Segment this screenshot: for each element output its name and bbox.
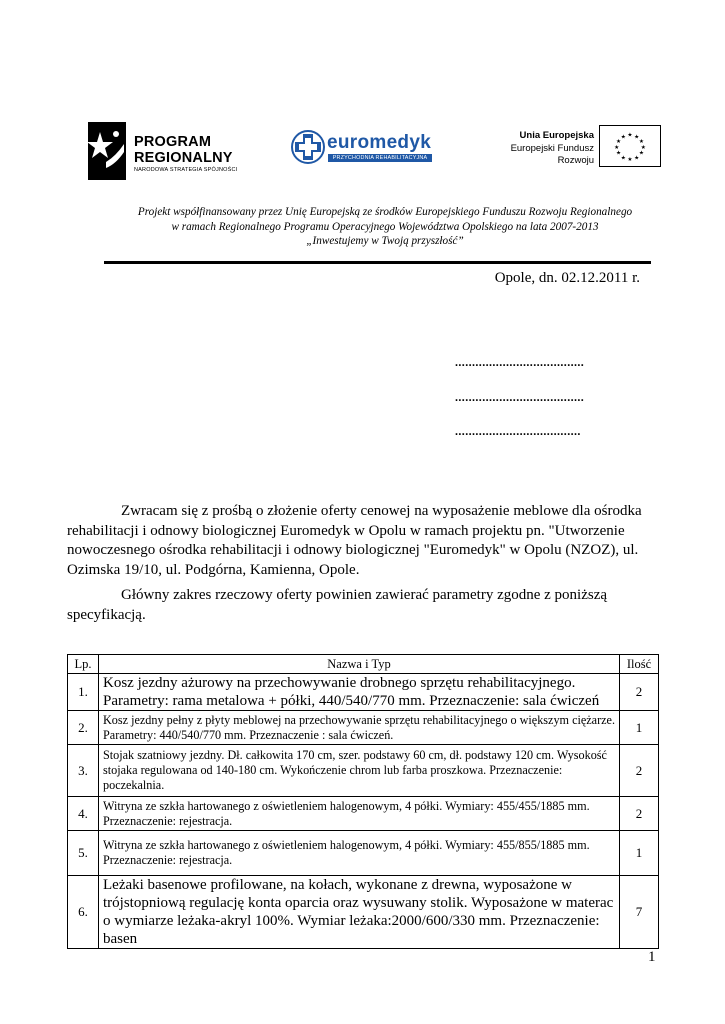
program-logo-line3: NARODOWA STRATEGIA SPÓJNOŚCI	[134, 167, 238, 173]
eu-line3: Rozwoju	[557, 155, 594, 166]
table-row	[68, 831, 659, 876]
row-name: Kosz jezdny pełny z płyty meblowej na przechowywanie sprzętu rehabilitacyjnego o większym ciężarze. Parametry: 440/540/770 mm. Przeznaczenie : sala ćwiczeń.	[99, 711, 620, 745]
eu-label	[511, 130, 594, 168]
svg-text:★: ★	[620, 155, 626, 162]
euromedyk-logo	[291, 130, 441, 170]
header-divider	[104, 261, 651, 264]
address-line-3: .....................................	[455, 424, 581, 438]
row-qty: 1	[620, 711, 659, 745]
page-number: 1	[648, 949, 656, 965]
project-note-line3: „Inwestujemy w Twoją przyszłość”	[306, 235, 464, 247]
star-logo-icon	[86, 122, 128, 180]
table-row	[68, 876, 659, 949]
medical-cross-icon	[291, 130, 325, 164]
row-name: Kosz jezdny ażurowy na przechowywanie drobnego sprzętu rehabilitacyjnego. Parametry: rama metalowa + półki, 440/540/770 mm. Przeznaczenie: sala ćwiczeń	[99, 674, 620, 711]
row-name: Witryna ze szkła hartowanego z oświetleniem halogenowym, 4 półki. Wymiary: 455/455/1885 mm. Przeznaczenie: rejestracja.	[99, 797, 620, 831]
svg-text:★: ★	[634, 155, 640, 162]
row-qty: 2	[620, 674, 659, 711]
row-lp: 5.	[68, 831, 99, 876]
svg-text:★: ★	[627, 157, 633, 164]
project-note-line2: w ramach Regionalnego Programu Operacyjnego Województwa Opolskiego na lata 2007-2013	[171, 220, 599, 233]
eu-line2: Europejski Fundusz	[510, 142, 594, 154]
euromedyk-wordmark: euromedyk	[327, 132, 432, 153]
svg-text:★: ★	[638, 150, 644, 157]
row-qty: 1	[620, 831, 659, 876]
eu-flag-icon	[599, 125, 661, 167]
address-line-1: ......................................	[455, 355, 585, 369]
program-logo-line2: REGIONALNY	[134, 150, 233, 166]
svg-text:★: ★	[640, 144, 646, 151]
row-lp: 3.	[68, 745, 99, 797]
euromedyk-subtitle: PRZYCHODNIA REHABILITACYJNA	[328, 154, 432, 162]
request-paragraph	[67, 502, 657, 580]
row-lp: 1.	[68, 674, 99, 711]
header-name: Nazwa i Typ	[99, 655, 620, 674]
header-lp: Lp.	[68, 655, 99, 674]
table-row	[68, 674, 659, 711]
svg-text:★: ★	[616, 139, 622, 146]
header-qty: Ilość	[620, 655, 659, 674]
table-row	[68, 797, 659, 831]
project-note-line1: Projekt współfinansowany przez Unię Europejską ze środków Europejskiego Funduszu Rozwoju Regionalnego	[137, 206, 633, 218]
row-lp: 2.	[68, 711, 99, 745]
address-line-2: ......................................	[455, 390, 585, 404]
svg-text:★: ★	[638, 139, 644, 146]
scope-paragraph-text: Główny zakres rzeczowy oferty powinien zawierać parametry zgodne z poniższą specyfikacją.	[67, 587, 608, 623]
specification-table	[67, 654, 659, 949]
program-regionalny-logo	[86, 120, 256, 180]
row-lp: 4.	[68, 797, 99, 831]
scope-paragraph	[67, 586, 657, 625]
svg-text:★: ★	[634, 134, 640, 141]
row-qty: 2	[620, 797, 659, 831]
row-name: Stojak szatniowy jezdny. Dł. całkowita 170 cm, szer. podstawy 60 cm, dł. podstawy 120 cm. Wysokość stojaka regulowana od 140-180 cm. Wykończenie chrom lub farba proszkowa. Przeznaczenie: poczekalnia.	[99, 745, 620, 797]
request-paragraph-text: Zwracam się z prośbą o złożenie oferty cenowej na wyposażenie meblowe dla ośrodka rehabilitacji i odnowy biologicznej Euromedyk w Opolu w ramach projektu pn. "Utworzenie nowoczesnego ośrodka rehabilitacji i odnowy biologicznej "Euromedyk" w Opolu (NZOZ), ul. Ozimska 19/10, ul. Podgórna, Kamienna, Opole.	[67, 503, 642, 578]
svg-text:★: ★	[627, 132, 633, 139]
program-logo-line1: PROGRAM	[134, 134, 212, 150]
row-lp: 6.	[68, 876, 99, 949]
svg-text:★: ★	[614, 144, 620, 151]
row-qty: 7	[620, 876, 659, 949]
svg-text:★: ★	[620, 134, 626, 141]
table-row	[68, 711, 659, 745]
project-cofinancing-note	[60, 205, 710, 249]
eu-line1: Unia Europejska	[519, 130, 594, 141]
row-name: Leżaki basenowe profilowane, na kołach, wykonane z drewna, wyposażone w trójstopniową regulację konta oparcia oraz wysuwany stolik. Wyposażone w materac o wymiarze leżaka-akryl 100%. Wymiar leżaka:2000/600/330 mm. Przeznaczenie: basen	[99, 876, 620, 949]
place-date: Opole, dn. 02.12.2011 r.	[494, 270, 640, 286]
row-name: Witryna ze szkła hartowanego z oświetleniem halogenowym, 4 półki. Wymiary: 455/855/1885 mm. Przeznaczenie: rejestracja.	[99, 831, 620, 876]
table-row	[68, 745, 659, 797]
row-qty: 2	[620, 745, 659, 797]
svg-text:★: ★	[616, 150, 622, 157]
table-header-row	[68, 655, 659, 674]
